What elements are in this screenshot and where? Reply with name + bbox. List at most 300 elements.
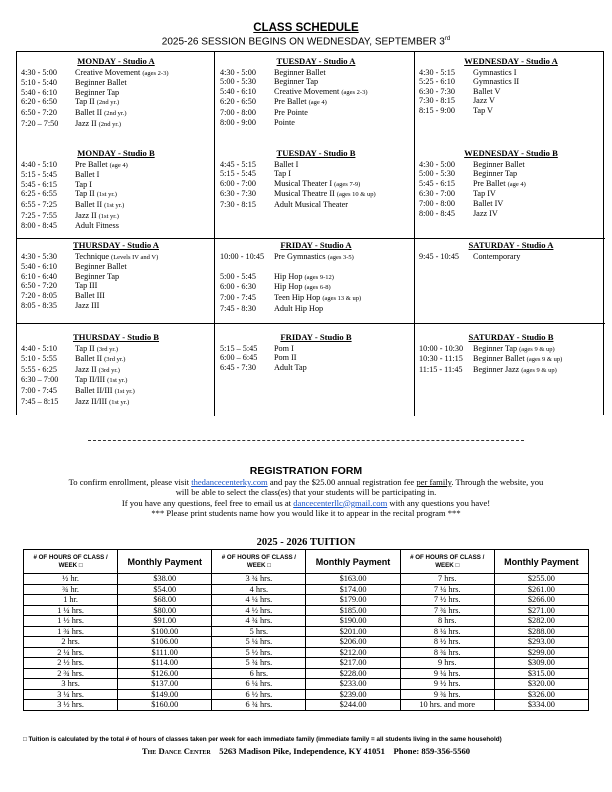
hours-cell: 4 ¾ hrs. (212, 616, 306, 627)
payment-cell: $137.00 (118, 679, 212, 690)
hours-cell: 3 hrs. (24, 679, 118, 690)
class-name: Ballet II (75, 354, 103, 364)
tuition-row (24, 658, 589, 669)
class-name: Pre Pointe (274, 107, 308, 117)
payment-cell: $80.00 (118, 605, 212, 616)
class-time: 4:30 - 5:00 (220, 67, 256, 77)
payment-cell: $288.00 (494, 626, 588, 637)
payment-cell: $271.00 (494, 605, 588, 616)
class-time: 5:40 - 6:10 (21, 87, 57, 97)
class-name: Musical Theater I (274, 178, 333, 188)
class-name: Tap I (75, 179, 92, 189)
class-row (419, 96, 603, 106)
grid-divider (17, 323, 605, 324)
class-time: 6:20 - 6:50 (220, 97, 256, 107)
class-note: (age 4) (507, 180, 526, 188)
hours-cell: 4 hrs. (212, 584, 306, 595)
class-name: Tap II (75, 97, 95, 107)
payment-cell: $68.00 (118, 595, 212, 606)
tuition-row (24, 605, 589, 616)
class-name: Ballet III (75, 290, 105, 300)
class-name: Beginner Tap (473, 343, 518, 353)
class-row (419, 189, 603, 199)
payment-cell: $206.00 (306, 637, 400, 648)
class-time: 5:45 - 6:15 (21, 179, 57, 189)
class-note: (ages 10 & up) (336, 191, 376, 199)
hours-cell: 5 hrs. (212, 626, 306, 637)
class-name: Tap IV (473, 189, 496, 199)
class-name: Jazz II/III (75, 396, 108, 406)
class-name: Technique (75, 251, 109, 261)
class-time: 7:20 – 7:50 (21, 118, 59, 128)
tuition-header-row (24, 550, 589, 574)
class-name: Pointe (274, 117, 295, 127)
payment-cell: $160.00 (118, 700, 212, 711)
class-name: Pom II (274, 353, 297, 363)
class-note: (2nd yr.) (98, 120, 122, 128)
payment-cell: $91.00 (118, 616, 212, 627)
class-note: (ages 9 & up) (526, 356, 563, 364)
class-time: 6:10 - 6:40 (21, 271, 57, 281)
class-row (419, 106, 603, 116)
hours-cell: 8 ¼ hrs. (400, 626, 494, 637)
session-subtitle-sup: rd (444, 36, 451, 42)
class-row (21, 375, 211, 386)
class-note: (ages 7-9) (334, 180, 361, 188)
class-time: 4:40 - 5:10 (21, 159, 57, 169)
reg-text-span: To confirm enrollment, please visit (68, 477, 192, 487)
class-name: Creative Movement (274, 86, 340, 96)
saturday-b (419, 333, 603, 375)
class-time: 8:00 - 8:45 (21, 221, 57, 231)
hours-cell: 2 ½ hrs. (24, 658, 118, 669)
day-studio-title: WEDNESDAY - Studio A (464, 56, 558, 66)
class-time: 6:55 - 7:25 (21, 199, 57, 209)
hours-cell: 2 hrs. (24, 637, 118, 648)
payment-cell: $326.00 (494, 689, 588, 700)
class-time: 5:10 - 5:55 (21, 354, 57, 364)
class-time: 6:50 - 7:20 (21, 281, 57, 291)
payment-cell: $114.00 (118, 658, 212, 669)
class-time: 6:50 - 7:20 (21, 107, 57, 117)
class-name: Beginner Tap (473, 169, 518, 179)
payment-cell: $320.00 (494, 679, 588, 690)
class-name: Adult Tap (274, 362, 307, 372)
class-row (220, 189, 412, 200)
class-time: 7:30 - 8:15 (419, 96, 455, 106)
class-note: (ages 3-5) (327, 253, 354, 261)
class-name: Gymnastics I (473, 67, 517, 77)
class-time: 8:15 - 9:00 (419, 105, 455, 115)
payment-cell: $38.00 (118, 574, 212, 585)
tuesday-a (220, 57, 412, 127)
class-time: 8:05 - 8:35 (21, 300, 57, 310)
class-row (419, 87, 603, 97)
payment-cell: $309.00 (494, 658, 588, 669)
class-time: 5:15 - 5:45 (21, 170, 57, 180)
class-name: Pre Gymnastics (274, 251, 326, 261)
class-row (419, 344, 603, 355)
registration-line-3 (18, 498, 594, 508)
class-name: Ballet I (75, 170, 100, 180)
registration-line-4: *** Please print students name how you would like it to appear in the recital program *** (151, 507, 461, 518)
class-name: Gymnastics II (473, 77, 520, 87)
class-name: Ballet I (274, 159, 299, 169)
tuition-title: 2025 - 2026 TUITION (256, 537, 356, 548)
class-time: 10:00 - 10:45 (220, 251, 265, 261)
class-time: 11:15 - 11:45 (419, 364, 463, 374)
class-row (21, 262, 211, 272)
tuition-table (23, 549, 589, 711)
payment-cell: $261.00 (494, 584, 588, 595)
hours-cell: 9 ¾ hrs. (400, 689, 494, 700)
class-time: 4:40 - 5:10 (21, 343, 57, 353)
reg-text-span: . Through the website, you (451, 477, 544, 487)
class-time: 6:00 - 7:00 (220, 178, 256, 188)
payment-cell: $163.00 (306, 574, 400, 585)
payment-cell: $255.00 (494, 574, 588, 585)
class-time: 6:30 - 7:30 (419, 86, 455, 96)
class-name: Beginner Ballet (75, 78, 127, 88)
class-note: (3rd yr.) (98, 366, 120, 374)
hours-cell: 5 ¼ hrs. (212, 637, 306, 648)
page-title: CLASS SCHEDULE (253, 22, 359, 34)
tuesday-b (220, 149, 412, 210)
class-row (21, 119, 211, 130)
class-row (21, 189, 211, 200)
class-row (21, 386, 211, 397)
class-time: 7:45 - 8:30 (220, 303, 256, 313)
class-note: (3rd yr.) (96, 345, 119, 353)
reg-text-span: If you have any questions, feel free to email us at (121, 497, 294, 508)
grid-divider (414, 52, 415, 416)
class-time: 6:00 - 6:30 (220, 282, 256, 292)
class-name: Tap II (75, 343, 95, 353)
hours-cell: 1 ½ hrs. (24, 616, 118, 627)
class-row (220, 179, 412, 190)
payment-cell: $244.00 (306, 700, 400, 711)
class-name: Jazz II (75, 118, 97, 128)
monday-b (21, 149, 211, 231)
friday-b (220, 333, 412, 372)
class-time: 4:45 - 5:15 (220, 159, 256, 169)
wednesday-b (419, 149, 603, 218)
class-note: (1st yr.) (104, 201, 125, 209)
class-row (419, 354, 603, 365)
class-time: 5:15 - 5:45 (220, 169, 256, 179)
class-name: Beginner Ballet (473, 354, 525, 364)
class-time: 5:00 - 5:30 (419, 169, 455, 179)
class-name: Jazz II (75, 210, 97, 220)
class-row (419, 365, 603, 376)
day-studio-title: MONDAY - Studio B (77, 148, 155, 158)
class-row (220, 344, 412, 354)
class-note: (1st yr.) (109, 398, 130, 406)
registration-title: REGISTRATION FORM (249, 465, 363, 477)
class-row (21, 252, 211, 263)
class-time: 7:45 – 8:15 (21, 396, 59, 406)
class-row (220, 353, 412, 363)
class-name: Jazz IV (473, 208, 498, 218)
class-name: Jazz V (473, 96, 495, 106)
class-note: (1st yr.) (96, 191, 117, 199)
hours-cell: ¾ hr. (24, 584, 118, 595)
class-row (419, 179, 603, 190)
class-row (21, 397, 211, 408)
hours-cell: 3 ½ hrs. (24, 700, 118, 711)
col-hours-header: # OF HOURS OF CLASS / WEEK □ (24, 550, 118, 574)
class-note: (ages 9 & up) (521, 366, 557, 374)
class-row (220, 282, 412, 293)
class-name: Creative Movement (75, 67, 141, 77)
session-subtitle (0, 36, 612, 47)
grid-divider (214, 52, 215, 416)
day-studio-title: MONDAY - Studio A (77, 56, 155, 66)
class-name: Beginner Ballet (75, 262, 127, 272)
class-time: 4:30 - 5:15 (419, 67, 455, 77)
class-time: 5:40 - 6:10 (21, 262, 57, 272)
class-row (21, 97, 211, 108)
day-studio-title: THURSDAY - Studio A (72, 240, 160, 250)
tuition-row (24, 584, 589, 595)
cut-line (88, 440, 524, 441)
class-name: Adult Musical Theater (274, 199, 348, 209)
class-time: 5:40 - 6:10 (220, 86, 256, 96)
class-name: Beginner Ballet (274, 67, 326, 77)
class-time: 5:00 - 5:30 (220, 77, 256, 87)
class-time: 6:30 - 7:30 (220, 189, 256, 199)
class-row (21, 180, 211, 190)
hours-cell: 6 ¼ hrs. (212, 679, 306, 690)
class-row (220, 272, 412, 283)
tuition-row (24, 700, 589, 711)
tuition-row (24, 689, 589, 700)
wednesday-a (419, 57, 603, 116)
reg-text-span: with any questions you have! (387, 497, 491, 508)
registration-line-1 (18, 477, 594, 487)
hours-cell: 4 ¼ hrs. (212, 595, 306, 606)
payment-cell: $111.00 (118, 647, 212, 658)
class-row (21, 108, 211, 119)
class-note: (age 4) (308, 99, 327, 107)
class-note: (1st yr.) (114, 387, 135, 395)
class-name: Tap V (473, 105, 493, 115)
col-hours-header: # OF HOURS OF CLASS / WEEK □ (400, 550, 494, 574)
class-row (419, 252, 603, 262)
class-name: Pre Ballet (473, 178, 506, 188)
class-row (21, 170, 211, 180)
payment-cell: $179.00 (306, 595, 400, 606)
payment-cell: $217.00 (306, 658, 400, 669)
class-name: Pre Ballet (75, 159, 108, 169)
day-studio-title: FRIDAY - Studio B (280, 332, 352, 342)
class-row (419, 169, 603, 179)
class-row (220, 108, 412, 118)
hours-cell: 3 ¼ hrs. (24, 689, 118, 700)
class-name: Beginner Jazz (473, 364, 520, 374)
hours-cell: 6 ½ hrs. (212, 689, 306, 700)
class-note: (ages 9 & up) (519, 345, 555, 353)
class-row (21, 344, 211, 355)
hours-cell: ½ hr. (24, 574, 118, 585)
class-time: 7:00 - 7:45 (21, 385, 57, 395)
class-name: Jazz III (75, 300, 100, 310)
class-row (220, 252, 412, 263)
col-payment-header: Monthly Payment (494, 550, 588, 574)
hours-cell: 6 ¾ hrs. (212, 700, 306, 711)
grid-divider (17, 238, 605, 239)
class-row (21, 281, 211, 291)
tuition-row (24, 679, 589, 690)
payment-cell: $149.00 (118, 689, 212, 700)
schedule-grid (16, 51, 604, 415)
day-studio-title: SATURDAY - Studio B (468, 332, 554, 342)
class-time: 5:55 - 6:25 (21, 364, 57, 374)
class-row (220, 160, 412, 170)
saturday-a (419, 241, 603, 261)
payment-cell: $185.00 (306, 605, 400, 616)
col-payment-header: Monthly Payment (118, 550, 212, 574)
class-name: Ballet II (75, 107, 103, 117)
class-time: 8:00 - 9:00 (220, 117, 256, 127)
website-link[interactable]: thedancecenterky.com (191, 477, 268, 487)
class-row (419, 199, 603, 209)
class-row (220, 77, 412, 87)
class-name: Hip Hop (274, 282, 303, 292)
tuition-body (24, 574, 589, 711)
hours-cell: 8 ½ hrs. (400, 637, 494, 648)
class-note: (Levels IV and V) (111, 253, 159, 261)
class-note: (ages 9-12) (304, 273, 334, 281)
class-row (220, 87, 412, 98)
hours-cell: 6 hrs. (212, 668, 306, 679)
registration-text (18, 477, 594, 518)
class-time: 5:45 - 6:15 (419, 178, 455, 188)
class-note: (ages 13 & up) (322, 294, 362, 302)
org-name: The Dance Center (141, 746, 211, 756)
class-row (419, 209, 603, 219)
class-time: 5:15 – 5:45 (220, 343, 258, 353)
class-row (220, 363, 412, 373)
hours-cell: 9 hrs. (400, 658, 494, 669)
class-name: Tap II/III (75, 375, 106, 385)
class-row (21, 211, 211, 222)
class-name: Beginner Tap (75, 271, 120, 281)
class-time: 6:30 - 7:00 (419, 189, 455, 199)
class-name: Adult Fitness (75, 221, 119, 231)
payment-cell: $299.00 (494, 647, 588, 658)
hours-cell: 5 ¾ hrs. (212, 658, 306, 669)
hours-cell: 1 ¼ hrs. (24, 605, 118, 616)
class-row (220, 97, 412, 108)
class-note: (ages 2-3) (341, 88, 368, 96)
class-name: Ballet II (75, 199, 103, 209)
class-name: Beginner Ballet (473, 159, 525, 169)
class-name: Ballet II/III (75, 385, 113, 395)
payment-cell: $334.00 (494, 700, 588, 711)
class-row (21, 301, 211, 311)
class-name: Musical Theatre II (274, 189, 335, 199)
class-name: Tap I (274, 169, 291, 179)
thursday-b (21, 333, 211, 407)
tuition-row (24, 616, 589, 627)
hours-cell: 10 hrs. and more (400, 700, 494, 711)
class-row (220, 68, 412, 78)
day-studio-title: SATURDAY - Studio A (468, 240, 554, 250)
hours-cell: 3 ¾ hrs. (212, 574, 306, 585)
class-time: 5:10 - 5:40 (21, 78, 57, 88)
hours-cell: 5 ½ hrs. (212, 647, 306, 658)
payment-cell: $282.00 (494, 616, 588, 627)
class-row (21, 200, 211, 211)
class-time: 6:30 – 7:00 (21, 375, 59, 385)
registration-line-2: will be able to select the class(es) that your students will be participating in. (175, 487, 437, 498)
class-time: 4:30 - 5:30 (21, 251, 57, 261)
address: 5263 Madison Pike, Independence, KY 41051 (219, 746, 385, 756)
class-row (21, 88, 211, 98)
class-time: 10:30 - 11:15 (419, 354, 463, 364)
class-time: 6:00 – 6:45 (220, 353, 258, 363)
reg-text-span: and pay the $25.00 annual registration fee (267, 477, 417, 487)
email-link[interactable]: dancecenterllc@gmail.com (293, 497, 388, 508)
class-time: 7:00 - 8:00 (220, 107, 256, 117)
payment-cell: $315.00 (494, 668, 588, 679)
payment-cell: $190.00 (306, 616, 400, 627)
payment-cell: $106.00 (118, 637, 212, 648)
class-note: (3rd yr.) (104, 356, 126, 364)
monday-a (21, 57, 211, 129)
class-note: (ages 2-3) (142, 69, 169, 77)
col-hours-header: # OF HOURS OF CLASS / WEEK □ (212, 550, 306, 574)
class-time: 5:25 - 6:10 (419, 77, 455, 87)
class-row (220, 169, 412, 179)
class-time: 10:00 - 10:30 (419, 343, 464, 353)
class-time: 6:20 - 6:50 (21, 97, 57, 107)
day-studio-title: THURSDAY - Studio B (72, 332, 160, 342)
hours-cell: 9 ½ hrs. (400, 679, 494, 690)
payment-cell: $239.00 (306, 689, 400, 700)
class-name: Beginner Tap (75, 87, 120, 97)
class-name: Teen Hip Hop (274, 292, 321, 302)
class-note: (age 4) (109, 161, 128, 169)
payment-cell: $212.00 (306, 647, 400, 658)
friday-a (220, 241, 412, 313)
class-time: 7:00 - 8:00 (419, 198, 455, 208)
class-time: 6:45 - 7:30 (220, 362, 256, 372)
class-note: (1st yr.) (107, 377, 128, 385)
payment-cell: $54.00 (118, 584, 212, 595)
hours-cell: 7 hrs. (400, 574, 494, 585)
hours-cell: 7 ¾ hrs. (400, 605, 494, 616)
payment-cell: $126.00 (118, 668, 212, 679)
class-row (21, 365, 211, 376)
class-time: 6:25 - 6:55 (21, 189, 57, 199)
payment-cell: $174.00 (306, 584, 400, 595)
payment-cell: $201.00 (306, 626, 400, 637)
tuition-row (24, 595, 589, 606)
class-time: 7:25 - 7:55 (21, 210, 57, 220)
class-name: Tap II (75, 189, 95, 199)
day-studio-title: TUESDAY - Studio A (276, 56, 356, 66)
class-row (419, 77, 603, 87)
class-row (419, 160, 603, 170)
class-time: 9:45 - 10:45 (419, 251, 460, 261)
class-row (21, 221, 211, 231)
class-name: Ballet IV (473, 198, 504, 208)
tuition-row (24, 647, 589, 658)
class-note: (1st yr.) (98, 212, 119, 220)
hours-cell: 1 hr. (24, 595, 118, 606)
